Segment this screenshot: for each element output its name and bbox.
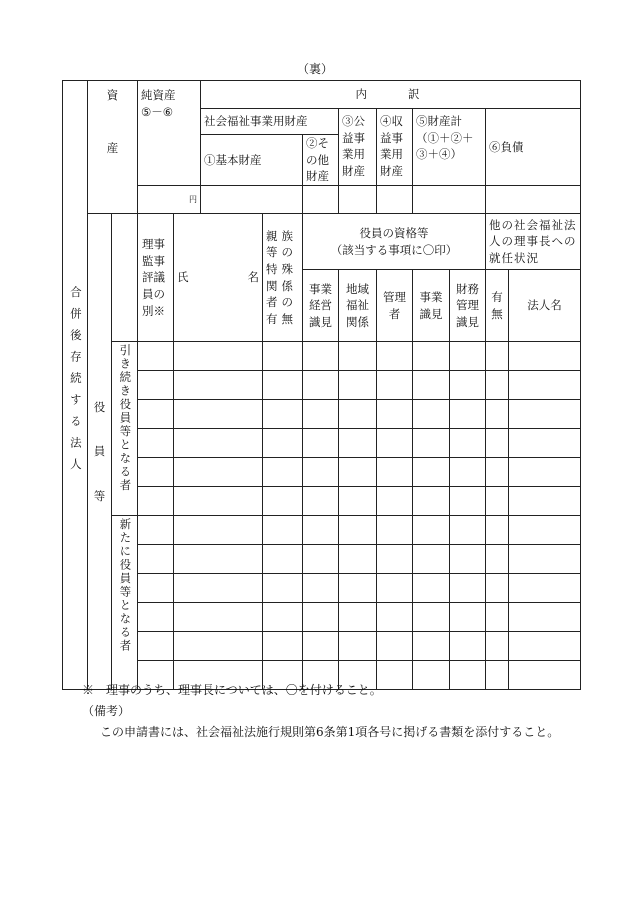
qual-cell[interactable] bbox=[413, 603, 450, 632]
remarks-text: この申請書には、社会福祉法施行規則第6条第1項各号に掲げる書類を添付すること。 bbox=[100, 725, 560, 739]
qual-cell[interactable] bbox=[450, 516, 486, 545]
merger-form-table bbox=[62, 80, 581, 690]
profit-property-value[interactable] bbox=[377, 186, 413, 214]
yes-no-cell[interactable] bbox=[486, 545, 509, 574]
total-property-cell bbox=[413, 109, 486, 186]
name-cell[interactable] bbox=[174, 487, 263, 516]
qual-cell[interactable] bbox=[413, 632, 450, 661]
qual-cell[interactable] bbox=[377, 545, 413, 574]
relatives-cell[interactable] bbox=[263, 487, 303, 516]
qual-cell[interactable] bbox=[303, 545, 339, 574]
qual-cell[interactable] bbox=[339, 574, 377, 603]
name-cell[interactable] bbox=[174, 603, 263, 632]
yes-no-cell[interactable] bbox=[486, 342, 509, 371]
net-assets-cell bbox=[138, 81, 201, 186]
qual-cell[interactable] bbox=[450, 429, 486, 458]
new-group-cell bbox=[112, 516, 138, 690]
qual-business-insight: 事業識見 bbox=[413, 270, 450, 342]
qualification-note: （該当する事項に〇印） bbox=[330, 242, 458, 257]
net-assets-value[interactable] bbox=[138, 186, 201, 214]
qual-cell[interactable] bbox=[377, 342, 413, 371]
corp-name-cell[interactable] bbox=[509, 603, 581, 632]
corp-name-cell[interactable] bbox=[509, 342, 581, 371]
liabilities-header: ⑥負債 bbox=[486, 109, 581, 186]
corp-name-cell[interactable] bbox=[509, 458, 581, 487]
qual-cell[interactable] bbox=[339, 429, 377, 458]
qual-cell[interactable] bbox=[377, 400, 413, 429]
name-cell[interactable] bbox=[174, 429, 263, 458]
qual-manager: 管理者 bbox=[377, 270, 413, 342]
name-cell[interactable] bbox=[174, 516, 263, 545]
name-header bbox=[174, 214, 263, 342]
side-label-cell bbox=[63, 81, 88, 690]
qual-cell[interactable] bbox=[303, 458, 339, 487]
role-header: 理事監事評議員の別※ bbox=[138, 214, 174, 342]
relatives-cell[interactable] bbox=[263, 574, 303, 603]
liabilities-value[interactable] bbox=[486, 186, 581, 214]
qual-cell[interactable] bbox=[339, 371, 377, 400]
relatives-cell[interactable] bbox=[263, 429, 303, 458]
yes-no-cell[interactable] bbox=[486, 603, 509, 632]
qual-cell[interactable] bbox=[413, 545, 450, 574]
qual-cell[interactable] bbox=[377, 487, 413, 516]
qual-cell[interactable] bbox=[339, 458, 377, 487]
qual-cell[interactable] bbox=[377, 516, 413, 545]
breakdown-header: 内 訳 bbox=[201, 81, 581, 109]
corp-name-cell[interactable] bbox=[509, 400, 581, 429]
qual-cell[interactable] bbox=[450, 400, 486, 429]
role-cell[interactable] bbox=[138, 429, 174, 458]
qual-cell[interactable] bbox=[450, 632, 486, 661]
total-property-formula: （①＋②＋③＋④） bbox=[416, 130, 474, 162]
role-cell[interactable] bbox=[138, 371, 174, 400]
name-cell[interactable] bbox=[174, 371, 263, 400]
other-property-value[interactable] bbox=[303, 186, 339, 214]
qual-cell[interactable] bbox=[450, 342, 486, 371]
qual-cell[interactable] bbox=[377, 632, 413, 661]
qualification-header: 役員の資格等 bbox=[359, 225, 429, 240]
name-cell[interactable] bbox=[174, 458, 263, 487]
total-property-label: ⑤財産計 bbox=[416, 114, 462, 128]
relatives-cell[interactable] bbox=[263, 632, 303, 661]
yes-no-cell[interactable] bbox=[486, 371, 509, 400]
qual-regional-welfare: 地域福祉関係 bbox=[339, 270, 377, 342]
relatives-cell[interactable] bbox=[263, 603, 303, 632]
qual-cell[interactable] bbox=[339, 400, 377, 429]
role-cell[interactable] bbox=[138, 458, 174, 487]
corp-name-cell[interactable] bbox=[509, 487, 581, 516]
yes-no-header: 有無 bbox=[486, 270, 509, 342]
qual-cell[interactable] bbox=[413, 516, 450, 545]
relatives-header: 親族等の特殊関係者の有無 bbox=[263, 214, 303, 342]
assets-label-cell bbox=[88, 81, 138, 214]
remarks-label: （備考） bbox=[82, 704, 131, 718]
relatives-cell[interactable] bbox=[263, 545, 303, 574]
role-cell[interactable] bbox=[138, 603, 174, 632]
role-cell[interactable] bbox=[138, 487, 174, 516]
qual-cell[interactable] bbox=[303, 429, 339, 458]
qual-cell[interactable] bbox=[450, 371, 486, 400]
qual-cell[interactable] bbox=[339, 632, 377, 661]
name-cell[interactable] bbox=[174, 632, 263, 661]
role-cell[interactable] bbox=[138, 632, 174, 661]
qual-cell[interactable] bbox=[303, 400, 339, 429]
continuing-group-label: 引き続き役員等となる者 bbox=[118, 344, 133, 493]
public-interest-property-header: ③公益事業用財産 bbox=[339, 109, 377, 186]
relatives-cell[interactable] bbox=[263, 371, 303, 400]
notes bbox=[82, 680, 559, 743]
name-header-a: 氏 bbox=[177, 270, 189, 285]
relatives-cell[interactable] bbox=[263, 342, 303, 371]
qual-cell[interactable] bbox=[450, 545, 486, 574]
qual-cell[interactable] bbox=[303, 516, 339, 545]
qual-cell[interactable] bbox=[339, 603, 377, 632]
relatives-cell[interactable] bbox=[263, 458, 303, 487]
officers-label-b: 員 bbox=[93, 444, 106, 459]
qual-cell[interactable] bbox=[450, 574, 486, 603]
qual-cell[interactable] bbox=[303, 603, 339, 632]
name-cell[interactable] bbox=[174, 574, 263, 603]
public-interest-property-value[interactable] bbox=[339, 186, 377, 214]
net-assets-label: 純資産 bbox=[141, 88, 176, 102]
relatives-cell[interactable] bbox=[263, 516, 303, 545]
side-label: 合併後存続する法人 bbox=[68, 285, 83, 480]
corp-name-cell[interactable] bbox=[509, 632, 581, 661]
qual-cell[interactable] bbox=[450, 458, 486, 487]
name-cell[interactable] bbox=[174, 545, 263, 574]
name-header-b: 名 bbox=[247, 270, 259, 285]
role-cell[interactable] bbox=[138, 574, 174, 603]
yes-no-cell[interactable] bbox=[486, 458, 509, 487]
officers-blank-header bbox=[112, 214, 138, 342]
qual-cell[interactable] bbox=[339, 487, 377, 516]
assets-label-b: 産 bbox=[106, 140, 119, 155]
other-property-header: ②その他財産 bbox=[303, 135, 339, 186]
yes-no-cell[interactable] bbox=[486, 400, 509, 429]
qual-cell[interactable] bbox=[303, 632, 339, 661]
qual-cell[interactable] bbox=[450, 487, 486, 516]
qual-cell[interactable] bbox=[339, 342, 377, 371]
qual-cell[interactable] bbox=[450, 603, 486, 632]
qual-cell[interactable] bbox=[377, 574, 413, 603]
name-cell[interactable] bbox=[174, 342, 263, 371]
role-cell[interactable] bbox=[138, 400, 174, 429]
qual-cell[interactable] bbox=[303, 487, 339, 516]
qual-cell[interactable] bbox=[413, 574, 450, 603]
role-cell[interactable] bbox=[138, 342, 174, 371]
new-group-label: 新たに役員等となる者 bbox=[118, 518, 133, 654]
qual-cell[interactable] bbox=[377, 371, 413, 400]
officers-label-c: 等 bbox=[93, 488, 106, 503]
yes-no-cell[interactable] bbox=[486, 632, 509, 661]
qual-cell[interactable] bbox=[339, 545, 377, 574]
continuing-group-cell bbox=[112, 342, 138, 516]
assets-label-a: 資 bbox=[106, 88, 119, 102]
yes-no-cell[interactable] bbox=[486, 574, 509, 603]
qual-cell[interactable] bbox=[377, 458, 413, 487]
yen-unit: 円 bbox=[189, 194, 197, 204]
corp-name-cell[interactable] bbox=[509, 545, 581, 574]
qual-cell[interactable] bbox=[413, 487, 450, 516]
asterisk-note: ※ 理事のうち、理事長については、〇を付けること。 bbox=[82, 683, 382, 697]
corp-name-cell[interactable] bbox=[509, 574, 581, 603]
profit-property-header: ④収益事業用財産 bbox=[377, 109, 413, 186]
role-cell[interactable] bbox=[138, 545, 174, 574]
qual-cell[interactable] bbox=[303, 371, 339, 400]
social-welfare-property-header: 社会福祉事業用財産 bbox=[201, 109, 339, 135]
qual-cell[interactable] bbox=[303, 574, 339, 603]
qual-financial: 財務管理識見 bbox=[450, 270, 486, 342]
role-cell[interactable] bbox=[138, 516, 174, 545]
qual-cell[interactable] bbox=[303, 342, 339, 371]
qualification-header-cell bbox=[303, 214, 486, 270]
officers-label-a: 役 bbox=[93, 399, 106, 414]
name-cell[interactable] bbox=[174, 400, 263, 429]
yes-no-cell[interactable] bbox=[486, 516, 509, 545]
qual-cell[interactable] bbox=[413, 400, 450, 429]
officers-label-cell bbox=[88, 214, 112, 690]
basic-property-value[interactable] bbox=[201, 186, 303, 214]
qual-cell[interactable] bbox=[377, 429, 413, 458]
qual-cell[interactable] bbox=[413, 342, 450, 371]
relatives-cell[interactable] bbox=[263, 400, 303, 429]
qual-cell[interactable] bbox=[413, 371, 450, 400]
basic-property-header: ①基本財産 bbox=[201, 135, 303, 186]
qual-cell[interactable] bbox=[413, 458, 450, 487]
corp-name-header: 法人名 bbox=[509, 270, 581, 342]
yes-no-cell[interactable] bbox=[486, 429, 509, 458]
yes-no-cell[interactable] bbox=[486, 487, 509, 516]
total-property-value[interactable] bbox=[413, 186, 486, 214]
net-assets-formula: ⑤－⑥ bbox=[141, 104, 174, 119]
other-corp-header: 他の社会福祉法人の理事長への就任状況 bbox=[486, 214, 581, 270]
qual-cell[interactable] bbox=[339, 516, 377, 545]
corp-name-cell[interactable] bbox=[509, 516, 581, 545]
corp-name-cell[interactable] bbox=[509, 371, 581, 400]
qual-cell[interactable] bbox=[377, 603, 413, 632]
corp-name-cell[interactable] bbox=[509, 429, 581, 458]
page-title: （裏） bbox=[296, 62, 333, 76]
qual-business-knowledge: 事業経営識見 bbox=[303, 270, 339, 342]
qual-cell[interactable] bbox=[413, 429, 450, 458]
